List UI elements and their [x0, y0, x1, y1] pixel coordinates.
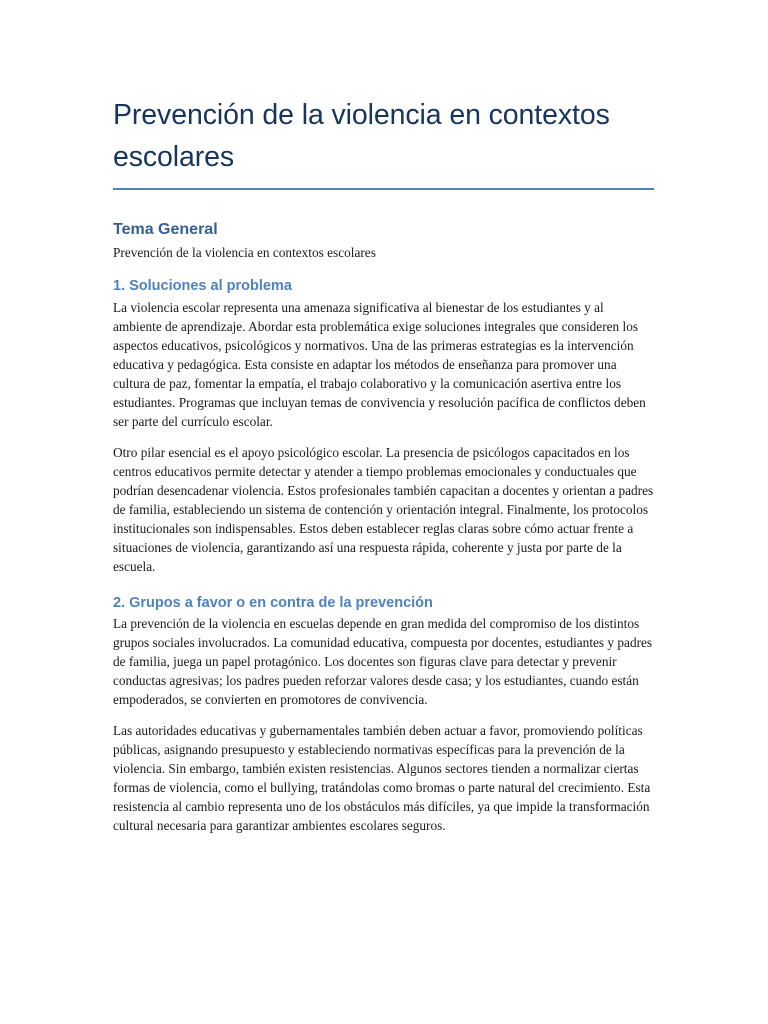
section-heading-groups: 2. Grupos a favor o en contra de la prevención — [113, 595, 433, 611]
general-topic-text: Prevención de la violencia en contextos escolares — [113, 245, 376, 260]
general-topic-heading: Tema General — [113, 221, 218, 238]
section-2-paragraph-2: Las autoridades educativas y gubernamentales también deben actuar a favor, promoviendo políticas públicas, asignando presupuesto y estableciendo normativas específicas para la prevención de la violencia. Sin embargo, también existen resistencias. Algunos sectores tienden a normalizar ciertas formas de violencia, como el bullying, tratándolas como bromas o parte natural del crecimiento. Esta resistencia al cambio representa uno de los obstáculos más difíciles, ya que impide la transformación cultural necesaria para garantizar ambientes escolares seguros. — [113, 723, 651, 833]
document-content — [113, 94, 654, 835]
section-heading-solutions: 1. Soluciones al problema — [113, 278, 292, 294]
section-1-paragraph-1: La violencia escolar representa una amenaza significativa al bienestar de los estudiantes y al ambiente de aprendizaje. Abordar esta problemática exige soluciones integrales que consideren los aspectos educativos, psicológicos y normativos. Una de las primeras estrategias es la intervención educativa y pedagógica. Esta consiste en adaptar los métodos de enseñanza para promover una cultura de paz, fomentar la empatía, el trabajo colaborativo y la comunicación asertiva entre los estudiantes. Programas que incluyan temas de convivencia y resolución pacífica de conflictos deben ser parte del currículo escolar. — [113, 300, 646, 429]
section-2-paragraph-1: La prevención de la violencia en escuelas depende en gran medida del compromiso de los distintos grupos sociales involucrados. La comunidad educativa, compuesta por docentes, estudiantes y padres de familia, juega un papel protagónico. Los docentes son figuras clave para detectar y prevenir conductas agresivas; los padres pueden reforzar valores desde casa; y los estudiantes, cuando están empoderados, se convierten en promotores de convivencia. — [113, 616, 653, 707]
title-underline — [113, 188, 654, 190]
section-1-paragraph-2: Otro pilar esencial es el apoyo psicológico escolar. La presencia de psicólogos capacitados en los centros educativos permite detectar y atender a tiempo problemas emocionales y conductuales que podrían desencadenar violencia. Estos profesionales también capacitan a docentes y orientan a padres de familia, estableciendo un sistema de contención y orientación integral. Finalmente, los protocolos institucionales son indispensables. Estos deben establecer reglas claras sobre cómo actuar frente a situaciones de violencia, garantizando así una respuesta rápida, coherente y justa por parte de la escuela. — [113, 445, 654, 574]
document-title: Prevención de la violencia en contextos escolares — [113, 99, 610, 173]
